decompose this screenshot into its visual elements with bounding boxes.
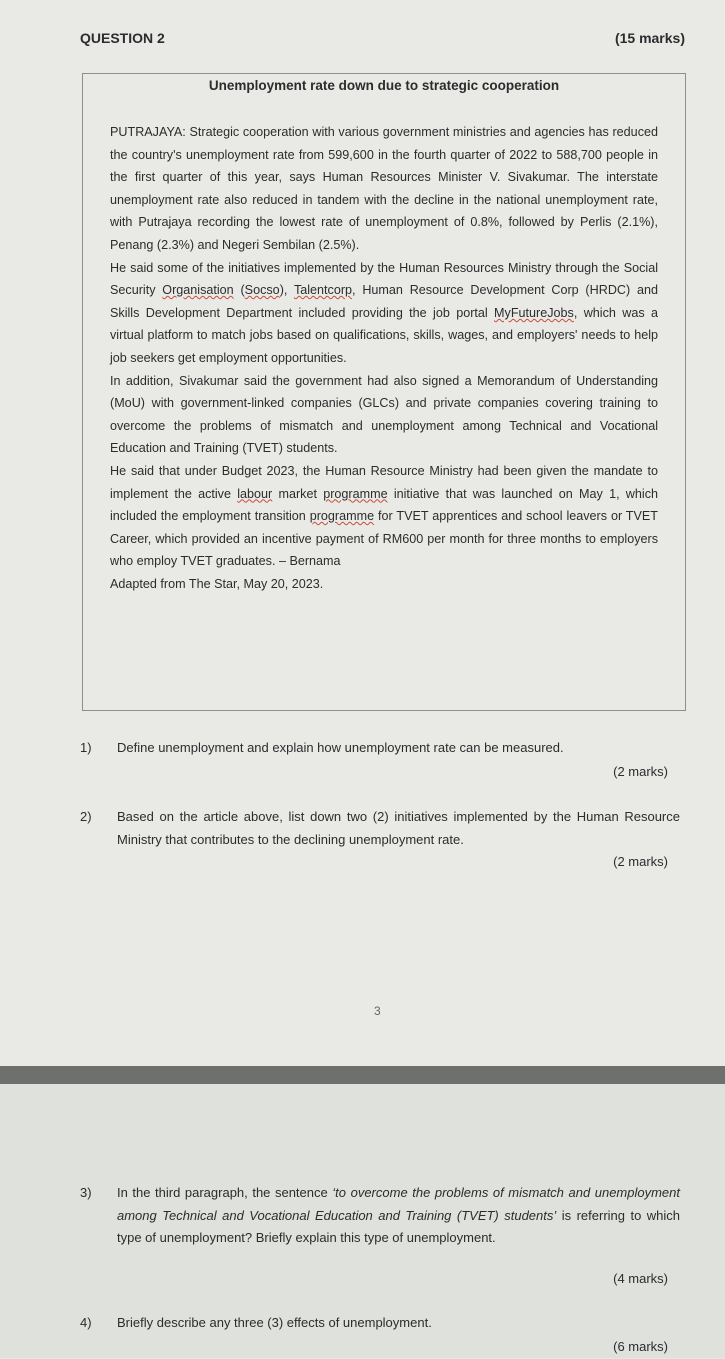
question-number: 1) [80,740,92,755]
spellcheck-word: MyFutureJobs [494,305,574,320]
question-text: Briefly describe any three (3) effects of unemployment. [117,1315,432,1330]
text-run: He said some of the initiatives implemented by the Human Resources Ministry through the Social Security [110,260,658,298]
spellcheck-word: programme [309,509,375,524]
text-run: , Human Resource Development Corp (HRDC) and Skills Development Department included providing the job portal [110,283,658,320]
text-run: for TVET apprentices and school leavers or TVET Career, which provided an incentive payment of RM600 per month for three months to employers who employ TVET graduates. – Bernama [110,509,658,569]
article-source: Adapted from The Star, May 20, 2023. [110,576,324,591]
spellcheck-word: Organisation [162,283,234,298]
question-title: QUESTION 2 [80,30,165,46]
text-run: ), [279,283,294,298]
question-2 [80,806,680,878]
text-run: In the third paragraph, the sentence [117,1185,333,1200]
question-marks: (4 marks) [613,1271,668,1286]
question-text: Based on the article above, list down two (2) initiatives implemented by the Human Resource Ministry that contributes to the declining unemployment rate. [117,809,680,847]
question-number: 3) [80,1185,92,1200]
text-run: , which was a virtual platform to match jobs based on qualifications, skills, wages, and employers' needs to help job seekers get employment opportunities. [110,305,658,365]
question-3 [80,1182,680,1292]
article-headline: Unemployment rate down due to strategic cooperation [208,78,560,93]
spellcheck-word: programme [323,486,388,501]
quoted-sentence: ‘to overcome the problems of mismatch and unemployment among Technical and Vocational Education and Training (TVET) students’ [117,1185,680,1223]
text-run: is referring to which type of unemployment? Briefly explain this type of unemployment. [117,1207,680,1245]
text-run: He said that under Budget 2023, the Human Resource Ministry had been given the mandate to implement the active [110,463,658,501]
question-1 [80,737,680,787]
text-run: ( [233,283,245,298]
page-number: 3 [374,1004,381,1018]
question-marks: (2 marks) [613,764,668,779]
article-box [82,73,686,711]
page-gap [0,1066,725,1084]
question-text: Define unemployment and explain how unemployment rate can be measured. [117,740,564,755]
article-paragraph-3: In addition, Sivakumar said the government had also signed a Memorandum of Understanding (MoU) with government-linked companies (GLCs) and private companies covering training to overcome the problems of mismatch and unemployment among Technical and Vocational Education and Training (TVET) students. [110,373,658,456]
question-total-marks: (15 marks) [614,30,685,46]
question-number: 4) [80,1315,92,1330]
article-paragraph-1: PUTRAJAYA: Strategic cooperation with various government ministries and agencies has reduced the country's unemployment rate from 599,600 in the fourth quarter of 2022 to 588,700 people in the first quarter of this year, says Human Resources Minister V. Sivakumar. The interstate unemployment rate also reduced in tandem with the decline in the national unemployment rate, with Putrajaya recording the lowest rate of unemployment of 0.8%, followed by Perlis (2.1%), Penang (2.3%) and Negeri Sembilan (2.5%). [110,125,658,252]
article-body [110,121,658,595]
article-paragraph-4 [110,460,658,573]
text-run: market [272,486,324,501]
question-4 [80,1312,680,1356]
article-paragraph-2 [110,257,658,370]
question-number: 2) [80,809,92,824]
question-marks: (2 marks) [613,854,668,869]
spellcheck-word: Talentcorp [293,283,353,298]
question-marks: (6 marks) [613,1339,668,1354]
spellcheck-word: Socso [244,283,280,298]
spellcheck-word: labour [237,486,273,501]
text-run: initiative that was launched on May 1, which included the employment transition [110,486,658,524]
question-text [117,1182,680,1250]
